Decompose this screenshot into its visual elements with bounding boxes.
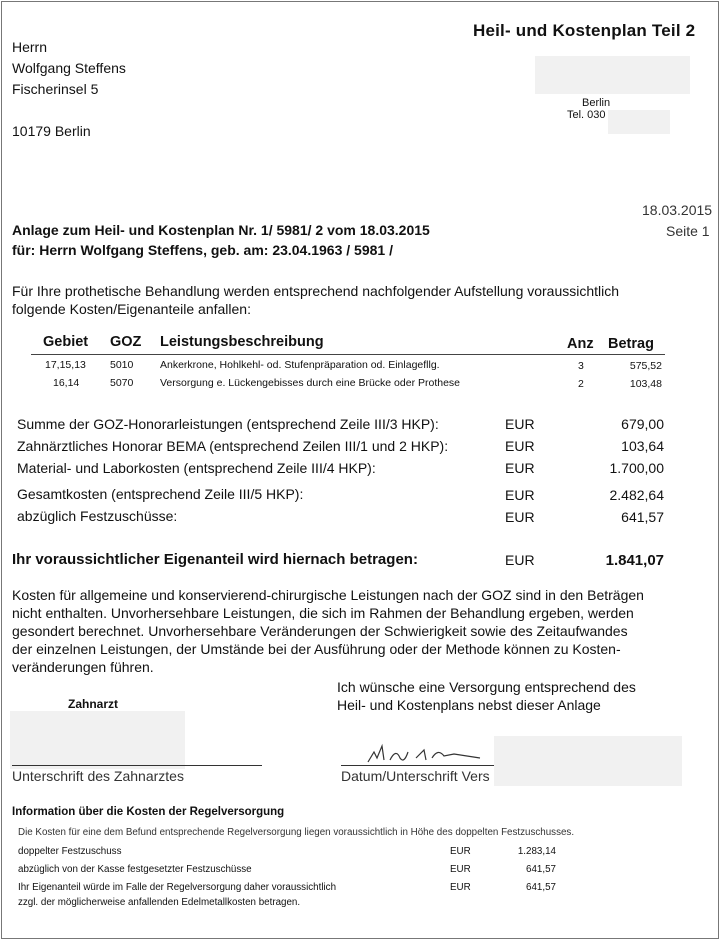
recipient-name: Wolfgang Steffens [12,60,126,76]
handwritten-signature [360,738,490,768]
eigenanteil-amount: 1.841,07 [605,552,664,569]
info-row-amount: 1.283,14 [517,846,556,857]
info-title: Information über die Kosten der Regelversorgung [12,806,285,818]
info-row-currency: EUR [450,846,471,857]
info-row-label: abzüglich von der Kasse festgesetzter Festzuschüsse [18,864,252,875]
consent-line-2: Heil- und Kostenplans nebst dieser Anlage [337,697,601,713]
intro-line-1: Für Ihre prothetische Behandlung werden entsprechend nachfolgender Aufstellung voraussichtlich [12,283,620,299]
info-row-currency: EUR [450,864,471,875]
row-betrag: 103,48 [629,378,662,390]
col-header-goz: GOZ [110,334,142,350]
summary-label: Gesamtkosten (entsprechend Zeile III/5 HKP): [17,486,304,502]
eigenanteil-currency: EUR [505,552,535,568]
summary-amount: 2.482,64 [609,487,664,503]
info-row-label: doppelter Festzuschuss [18,846,122,857]
row-gebiet: 16,14 [53,377,80,389]
summary-amount: 641,57 [621,509,664,525]
note-line: Kosten für allgemeine und konservierend-chirurgische Leistungen nach der GOZ sind in den Beträgen [12,587,644,603]
summary-currency: EUR [505,438,535,454]
summary-currency: EUR [505,460,535,476]
info-row-currency: EUR [450,882,471,893]
summary-label: Material- und Laborkosten (entsprechend Zeile III/4 HKP): [17,460,376,476]
summary-amount: 1.700,00 [609,460,664,476]
document-date: 18.03.2015 [642,202,713,218]
page-number: Seite 1 [666,223,710,239]
summary-amount: 679,00 [621,416,664,432]
patient-signature-caption: Datum/Unterschrift Vers [341,768,490,784]
summary-currency: EUR [505,509,535,525]
redacted-sender-phone [608,110,670,134]
summary-amount: 103,64 [621,438,664,454]
redacted-sender-name [535,56,690,94]
summary-label: abzüglich Festzuschüsse: [17,508,178,524]
row-anz: 2 [578,378,584,390]
intro-line-2: folgende Kosten/Eigenanteile anfallen: [12,301,251,317]
info-last-line: zzgl. der möglicherweise anfallenden Edelmetallkosten betragen. [18,897,301,908]
info-row-label: Ihr Eigenanteil würde im Falle der Regelversorgung daher voraussichtlich [18,882,337,893]
subject-patient: für: Herrn Wolfgang Steffens, geb. am: 23.04.1963 / 5981 / [12,242,393,258]
recipient-city: 10179 Berlin [12,123,91,139]
note-line: gesondert berechnet. Unvorhersehbare Veränderungen der Schwierigkeit sowie des Zeitaufwandes [12,623,628,639]
consent-line-1: Ich wünsche eine Versorgung entsprechend des [337,679,636,695]
row-beschreibung: Versorgung e. Lückengebisses durch eine Brücke oder Prothese [160,377,461,389]
summary-currency: EUR [505,487,535,503]
row-betrag: 575,52 [629,360,662,372]
recipient-salutation: Herrn [12,39,48,55]
recipient-street: Fischerinsel 5 [12,81,99,97]
summary-label: Summe der GOZ-Honorarleistungen (entsprechend Zeile III/3 HKP): [17,416,439,432]
dentist-signature-caption: Unterschrift des Zahnarztes [12,768,184,784]
col-header-anz: Anz [567,336,594,352]
redacted-dentist-stamp [10,711,185,769]
dentist-signature-line [12,765,262,766]
sender-phone: Tel. 030 [567,109,606,121]
sender-city: Berlin [582,97,611,109]
col-header-betrag: Betrag [608,336,654,352]
dentist-label: Zahnarzt [68,697,119,711]
summary-label: Zahnärztliches Honorar BEMA (entsprechend Zeilen III/1 und 2 HKP): [17,438,449,454]
document-title: Heil- und Kostenplan Teil 2 [473,21,696,40]
col-header-beschreibung: Leistungsbeschreibung [160,334,324,350]
row-goz: 5070 [110,377,134,389]
redacted-patient-signature [494,736,682,786]
table-header-rule [31,354,665,355]
col-header-gebiet: Gebiet [43,334,89,350]
row-gebiet: 17,15,13 [45,359,86,371]
info-row-amount: 641,57 [526,882,556,893]
eigenanteil-label: Ihr voraussichtlicher Eigenanteil wird hiernach betragen: [12,551,418,568]
subject-line: Anlage zum Heil- und Kostenplan Nr. 1/ 5981/ 2 vom 18.03.2015 [12,222,430,238]
row-beschreibung: Ankerkrone, Hohlkehl- od. Stufenpräparation od. Einlagefllg. [160,359,440,371]
note-line: der einzelnen Leistungen, der Umstände bei der Ausführung oder der Methode können zu Kosten- [12,641,621,657]
info-text: Die Kosten für eine dem Befund entsprechende Regelversorgung liegen voraussichtlich in Höhe des doppelten Festzuschusses. [18,827,575,838]
row-anz: 3 [578,360,584,372]
info-row-amount: 641,57 [526,864,556,875]
note-line: veränderungen führen. [12,659,154,675]
note-line: nicht enthalten. Unvorhersehbare Leistungen, die sich im Rahmen der Behandlung ergeben, werden [12,605,634,621]
summary-currency: EUR [505,416,535,432]
row-goz: 5010 [110,359,134,371]
